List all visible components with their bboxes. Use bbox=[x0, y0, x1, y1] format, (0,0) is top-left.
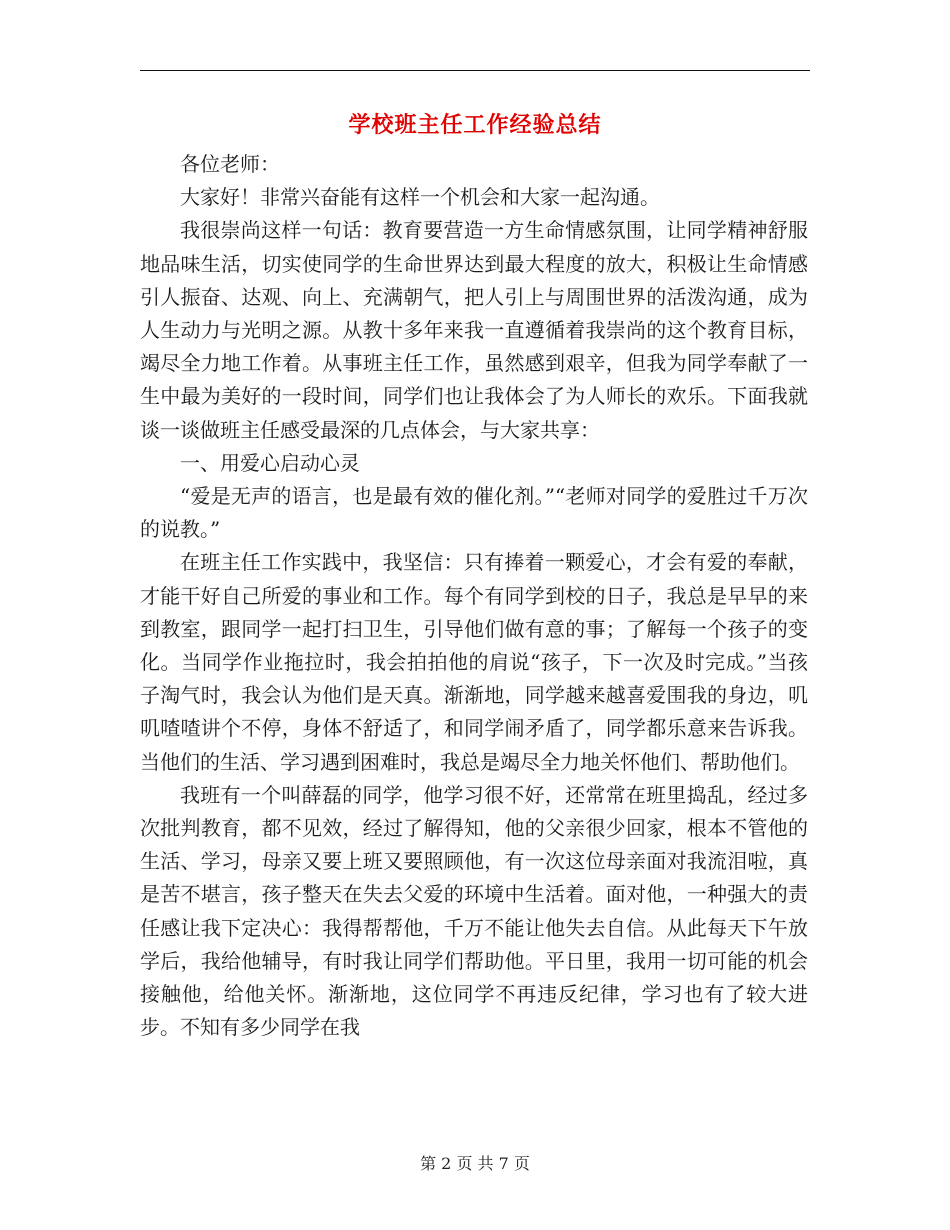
page-footer: 第 2 页 共 7 页 bbox=[420, 1154, 530, 1173]
practice-paragraph: 在班主任工作实践中，我坚信：只有捧着一颗爱心，才会有爱的奉献，才能干好自己所爱的事业和工作。每个有同学到校的日子，我总是早早的来到教室，跟同学一起打扫卫生，引导他们做有意的事；了解每一个孩子的变化。当同学作业拖拉时，我会拍拍他的肩说“孩子，下一次及时完成。”当孩子淘气时，我会认为他们是天真。渐渐地，同学越来越喜爱围我的身边，叽叽喳喳讲个不停，身体不舒适了，和同学闹矛盾了，同学都乐意来告诉我。当他们的生活、学习遇到困难时，我总是竭尽全力地关怀他们、帮助他们。 bbox=[140, 550, 808, 774]
intro-paragraph: 我很崇尚这样一句话：教育要营造一方生命情感氛围，让同学精神舒服地品味生活，切实使同学的生命世界达到最大程度的放大，积极让生命情感引人振奋、达观、向上、充满朝气，把人引上与周围世界的活泼沟通，成为人生动力与光明之源。从教十多年来我一直遵循着我崇尚的这个教育目标，竭尽全力地工作着。从事班主任工作，虽然感到艰辛，但我为同学奉献了一生中最为美好的一段时间，同学们也让我体会了为人师长的欢乐。下面我就谈一谈做班主任感受最深的几点体会，与大家共享： bbox=[140, 218, 808, 442]
story-paragraph: 我班有一个叫薛磊的同学，他学习很不好，还常常在班里捣乱，经过多次批判教育，都不见效，经过了解得知，他的父亲很少回家，根本不管他的生活、学习，母亲又要上班又要照顾他，有一次这位母亲面对我流泪啦，真是苦不堪言，孩子整天在失去父爱的环境中生活着。面对他，一种强大的责任感让我下定决心：我得帮帮他，千万不能让他失去自信。从此每天下午放学后，我给他辅导，有时我让同学们帮助他。平日里，我用一切可能的机会接触他，给他关怀。渐渐地，这位同学不再违反纪律，学习也有了较大进步。不知有多少同学在我 bbox=[140, 782, 808, 1040]
section-heading: 一、用爱心启动心灵 bbox=[180, 450, 360, 475]
document-body bbox=[140, 148, 808, 1044]
document-title: 学校班主任工作经验总结 bbox=[348, 113, 602, 138]
greeting-paragraph: 大家好！非常兴奋能有这样一个机会和大家一起沟通。 bbox=[180, 185, 660, 210]
header-rule bbox=[140, 70, 810, 71]
quote-paragraph: “爱是无声的语言，也是最有效的催化剂。”“老师对同学的爱胜过千万次的说教。” bbox=[140, 484, 808, 542]
salutation: 各位老师： bbox=[180, 152, 280, 176]
